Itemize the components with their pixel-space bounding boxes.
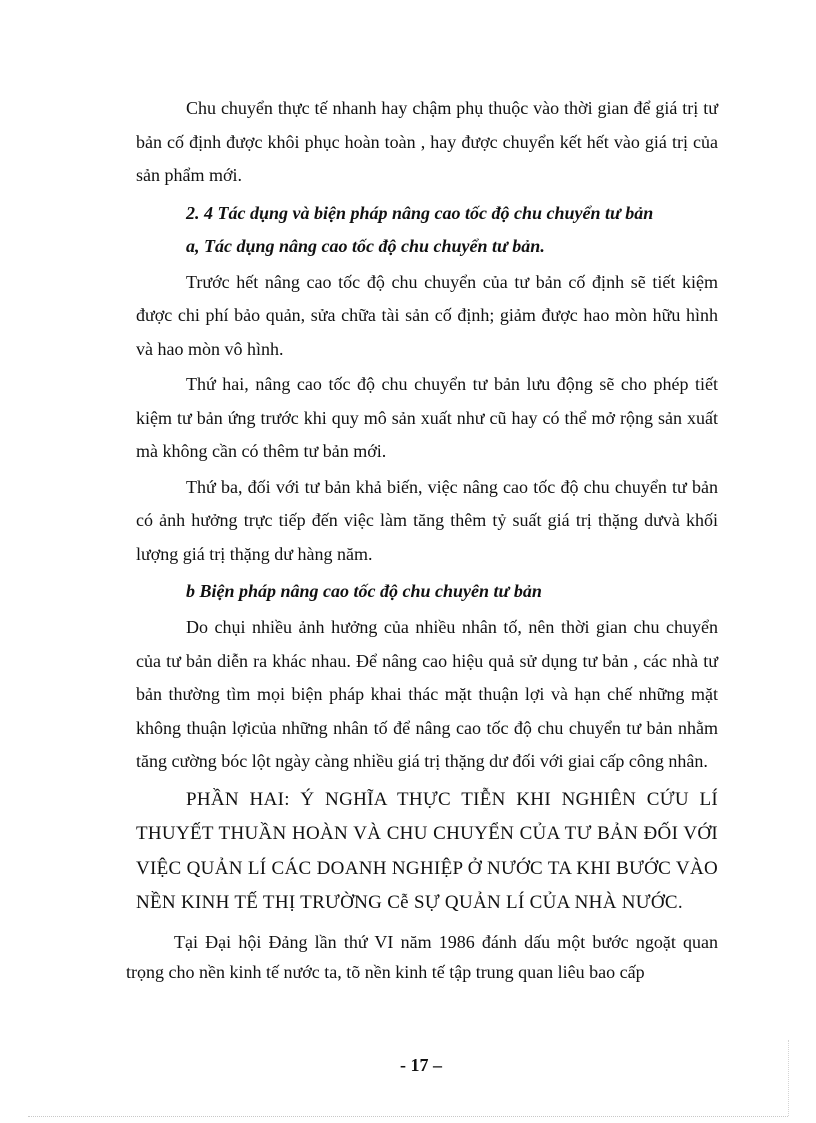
- paragraph-measures: Do chụi nhiều ảnh hưởng của nhiều nhân tố, nên thời gian chu chuyển của tư bản diễn ra khác nhau. Để nâng cao hiệu quả sử dụng tư bản , các nhà tư bản thường tìm mọi biện pháp khai thác mặt thuận lợi và hạn chế những mặt không thuận lợicủa những nhân tố để nâng cao tốc độ chu chuyển tư bản nhằm tăng cường bóc lột ngày càng nhiều giá trị thặng dư đối với giai cấp công nhân.: [136, 617, 718, 771]
- heading-2-4: 2. 4 Tác dụng và biện pháp nâng cao tốc độ chu chuyển tư bản: [186, 202, 654, 223]
- page-border-bottom: [28, 1116, 788, 1117]
- part-two-title: PHẦN HAI: Ý NGHĨA THỰC TIỄN KHI NGHIÊN CỨU LÍ THUYẾT THUẦN HOÀN VÀ CHU CHUYỂN CỦA TƯ BẢN ĐỐI VỚI VIỆC QUẢN LÍ CÁC DOANH NGHIỆP Ở NƯỚC TA KHI BƯỚC VÀO NỀN KINH TẾ THỊ TRƯỜNG Cễ SỰ QUẢN LÍ CỦA NHÀ NƯỚC.: [136, 788, 718, 913]
- heading-b: b Biện pháp nâng cao tốc độ chu chuyên tư bản: [186, 581, 542, 601]
- page-number-text: - 17 –: [400, 1055, 442, 1075]
- page-content: [126, 92, 718, 987]
- heading-a: a, Tác dụng nâng cao tốc độ chu chuyển tư bản.: [186, 235, 545, 256]
- page-border-right: [788, 1040, 789, 1116]
- paragraph-first-effect: Trước hết nâng cao tốc độ chu chuyển của tư bản cố định sẽ tiết kiệm được chi phí bảo quản, sửa chữa tài sản cố định; giảm được hao mòn hữu hình và hao mòn vô hình.: [136, 271, 718, 359]
- page-number: [0, 1055, 816, 1076]
- paragraph-third-effect: Thứ ba, đối với tư bản khả biến, việc nâng cao tốc độ chu chuyển tư bản có ảnh hưởng trực tiếp đến việc làm tăng thêm tỷ suất giá trị thặng dưvà khối lượng giá trị thặng dư hàng năm.: [136, 476, 718, 564]
- paragraph-fixed-capital-turnover: Chu chuyển thực tế nhanh hay chậm phụ thuộc vào thời gian để giá trị tư bản cố định được khôi phục hoàn toàn , hay được chuyển kết hết vào giá trị của sản phẩm mới.: [136, 98, 718, 185]
- paragraph-party-congress: Tại Đại hội Đảng lần thứ VI năm 1986 đánh dấu một bước ngoặt quan trọng cho nền kinh tế nước ta, tõ nền kinh tế tập trung quan liêu bao cấp: [126, 931, 718, 982]
- paragraph-second-effect: Thứ hai, nâng cao tốc độ chu chuyển tư bản lưu động sẽ cho phép tiết kiệm tư bản ứng trước khi quy mô sản xuất như cũ hay có thể mở rộng sản xuất mà không cần có thêm tư bản mới.: [136, 374, 718, 461]
